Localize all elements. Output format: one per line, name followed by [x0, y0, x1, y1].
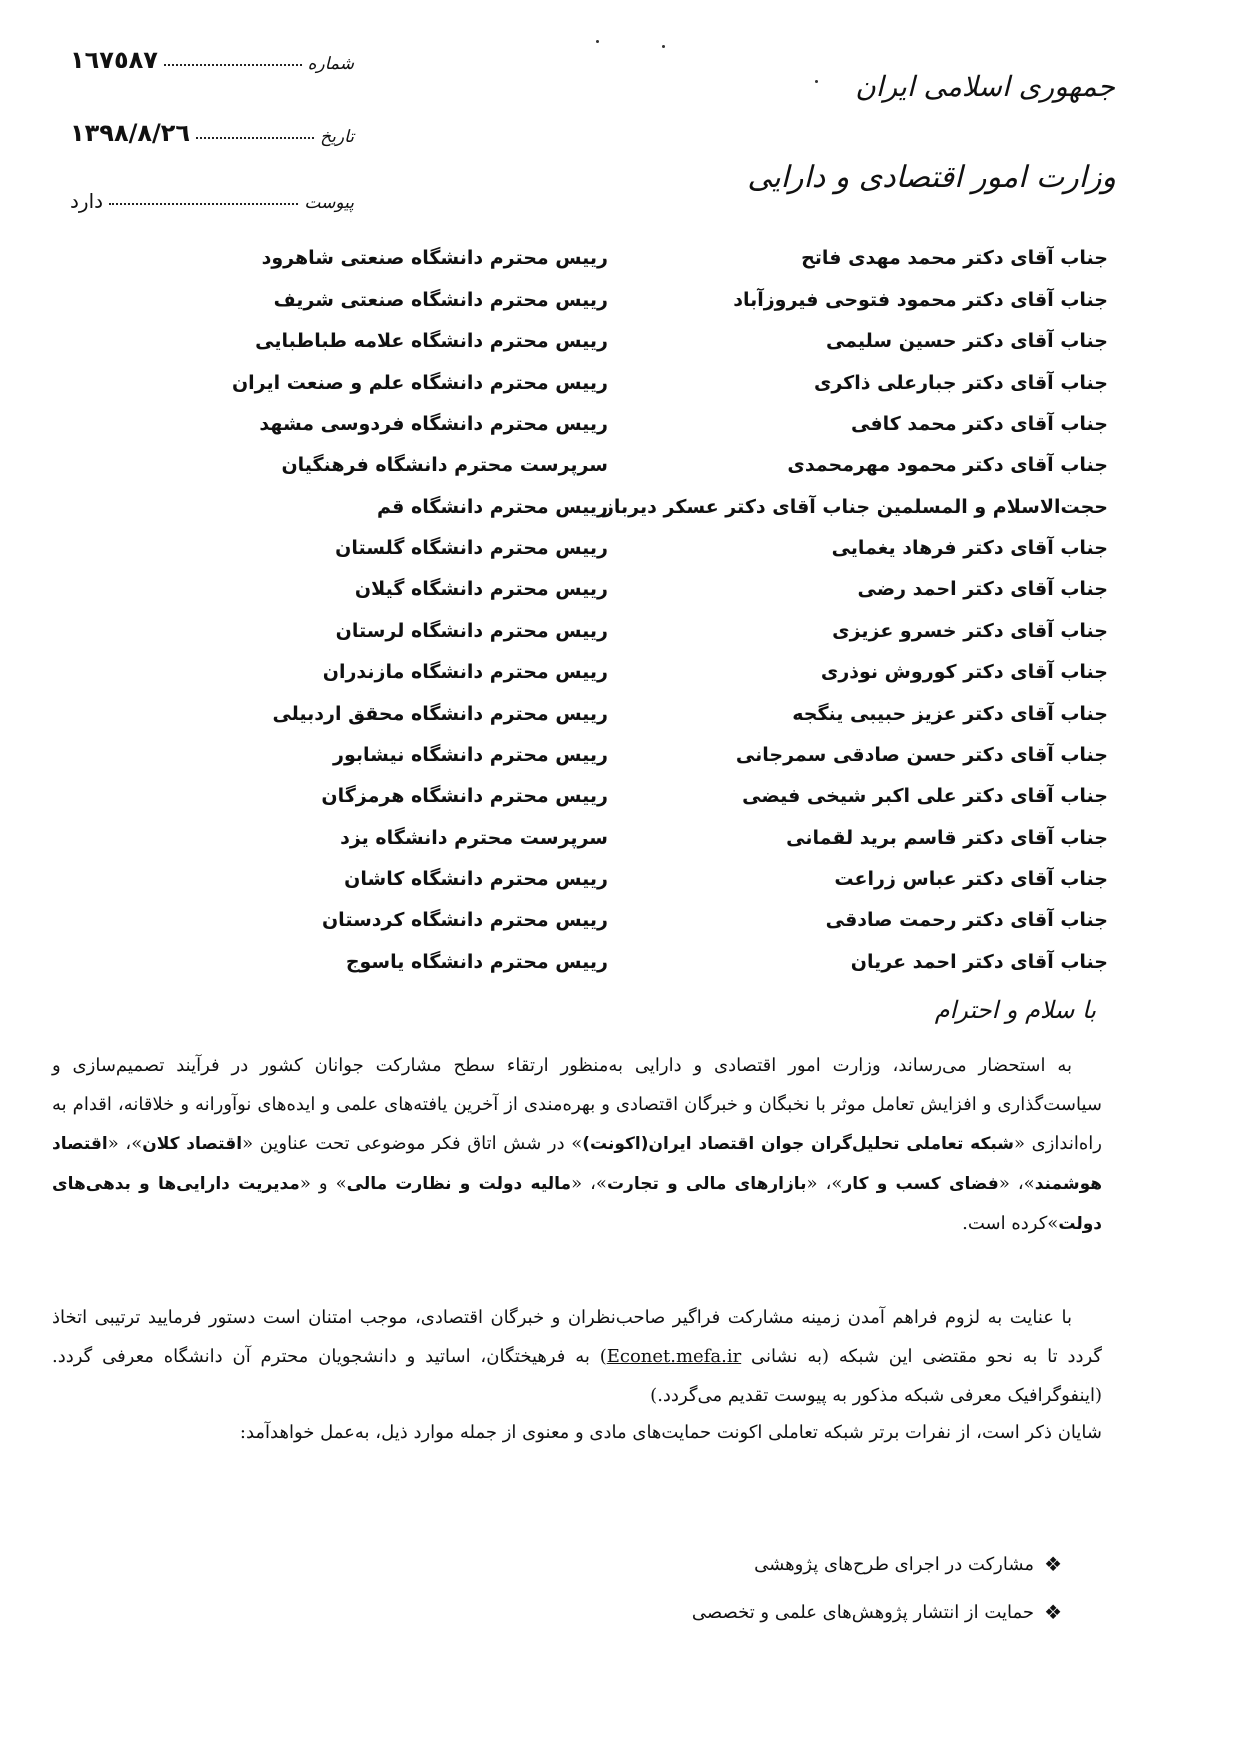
- think-tank-topic: فضای کسب و کار: [842, 1174, 999, 1194]
- body-paragraph-intro: [52, 1046, 1102, 1244]
- recipient-name: جناب آقای دکتر قاسم برید لقمانی: [786, 827, 1108, 849]
- recipient-title: رییس محترم دانشگاه کاشان: [344, 868, 608, 890]
- meta-attachment-dots: [109, 195, 298, 205]
- recipient-name: جناب آقای دکتر خسرو عزیزی: [832, 620, 1108, 642]
- recipient-name: جناب آقای دکتر عباس زراعت: [834, 868, 1108, 890]
- letterhead-ministry: وزارت امور اقتصادی و دارایی: [747, 160, 1116, 195]
- body-text-separator: » و «: [299, 1173, 347, 1194]
- recipient-title: رییس محترم دانشگاه نیشابور: [333, 744, 608, 766]
- recipient-name: جناب آقای دکتر محمد کافی: [850, 413, 1108, 435]
- list-item: [692, 1600, 1062, 1624]
- recipient-title: سرپرست محترم دانشگاه فرهنگیان: [281, 454, 608, 476]
- body-text-segment: به استحضار می‌رساند، وزارت امور اقتصادی و دارایی به‌منظور ارتقاء سطح مشارکت جوانان کشور در فرآیند تصمیم‌سازی و سیاست‌گذاری و افزایش تعامل موثر با نخبگان و خبرگان اقتصادی و بهره‌مندی از آخرین یافته‌های علمی و ایده‌های نوآورانه و خلاقانه، اقدام به راه‌اندازی «: [52, 1055, 1102, 1154]
- recipient-name: جناب آقای دکتر علی اکبر شیخی فیضی: [742, 785, 1108, 807]
- scan-speck: [596, 40, 599, 43]
- recipient-name: جناب آقای دکتر محمود مهرمحمدی: [787, 454, 1108, 476]
- think-tank-topic: اقتصاد کلان: [142, 1134, 243, 1154]
- four-diamond-bullet-icon: ❖: [1044, 1600, 1062, 1624]
- recipient-title: سرپرست محترم دانشگاه یزد: [340, 827, 608, 849]
- recipient-name: حجت‌الاسلام و المسلمین جناب آقای دکتر عسکر دیرباز: [602, 496, 1108, 518]
- letterhead-country: جمهوری اسلامی ایران: [855, 70, 1115, 103]
- recipient-name: جناب آقای دکتر محمد مهدی فاتح: [801, 247, 1108, 269]
- meta-number-dots: [164, 56, 302, 66]
- scan-speck: [662, 45, 665, 48]
- recipient-title: رییس محترم دانشگاه یاسوج: [345, 951, 608, 973]
- think-tank-topic: اقتصاد هوشمند: [52, 1134, 1103, 1194]
- meta-date-value: ١٣٩٨/٨/٢٦: [70, 119, 191, 147]
- body-text-segment: ) به فرهیختگان، اساتید و دانشجویان محترم آن دانشگاه معرفی گردد. (اینفوگرافیک معرفی شبکه مذکور به پیوست تقدیم می‌گردد.): [52, 1346, 1102, 1406]
- meta-date-dots: [196, 129, 314, 139]
- body-paragraph-request: [52, 1298, 1102, 1415]
- recipient-name: جناب آقای دکتر فرهاد یغمایی: [831, 537, 1108, 559]
- body-text-separator: »، «: [107, 1133, 143, 1154]
- recipient-title: رییس محترم دانشگاه مازندران: [322, 661, 608, 683]
- meta-attachment-value: دارد: [70, 189, 104, 213]
- recipient-name: جناب آقای دکتر عزیز حبیبی ینگجه: [792, 703, 1108, 725]
- list-item-text: حمایت از انتشار پژوهش‌های علمی و تخصصی: [691, 1601, 1035, 1623]
- meta-date-row: [70, 113, 354, 147]
- think-tank-topic: مالیه دولت و نظارت مالی: [346, 1174, 572, 1194]
- body-text-separator: »، «: [998, 1173, 1035, 1194]
- body-paragraph-support: شایان ذکر است، از نفرات برتر شبکه تعاملی اکونت حمایت‌های مادی و معنوی از جمله موارد ذیل، به‌عمل خواهد‌آمد:: [239, 1422, 1102, 1443]
- recipient-title: رییس محترم دانشگاه علامه طباطبایی: [255, 330, 608, 352]
- meta-number-label: شماره: [307, 54, 354, 74]
- econet-website-link[interactable]: Econet.mefa.ir: [606, 1346, 742, 1367]
- meta-attachment-label: پیوست: [304, 193, 354, 213]
- meta-number-row: [70, 40, 354, 74]
- think-tank-topic: مدیریت دارایی‌ها و بدهی‌های دولت: [52, 1174, 1102, 1234]
- recipient-title: رییس محترم دانشگاه فردوسی مشهد: [259, 413, 608, 435]
- body-text-segment: » در شش اتاق فکر موضوعی تحت عناوین «: [242, 1133, 583, 1154]
- scan-speck: [815, 80, 818, 83]
- recipient-name: جناب آقای دکتر احمد عریان: [850, 951, 1108, 973]
- meta-attachment-row: [70, 179, 354, 213]
- recipient-title: رییس محترم دانشگاه صنعتی شاهرود: [261, 247, 608, 269]
- body-text-segment: با عنایت به لزوم فراهم آمدن زمینه مشارکت فراگیر صاحب‌نظران و خبرگان اقتصادی، موجب امتنان است دستور فرمایید ترتیبی اتخاذ گردد تا به نحو مقتضی این شبکه (به نشانی: [52, 1307, 1102, 1367]
- recipient-name: جناب آقای دکتر حسن صادقی سمرجانی: [735, 744, 1108, 766]
- list-item-text: مشارکت در اجرای طرح‌های پژوهشی: [754, 1553, 1035, 1575]
- recipient-title: رییس محترم دانشگاه گلستان: [335, 537, 608, 559]
- recipient-name: جناب آقای دکتر رحمت صادقی: [825, 909, 1108, 931]
- body-text-separator: »، «: [571, 1173, 607, 1194]
- think-tank-topic: بازارهای مالی و تجارت: [606, 1174, 807, 1194]
- recipient-name: جناب آقای دکتر محمود فتوحی فیروزآباد: [733, 289, 1108, 311]
- meta-number-value: ١٦٧٥٨٧: [70, 46, 158, 74]
- recipient-name: جناب آقای دکتر جبارعلی ذاکری: [813, 372, 1108, 394]
- greeting: با سلام و احترام: [934, 996, 1096, 1024]
- body-text-segment: »کرده است.: [962, 1213, 1059, 1234]
- meta-date-label: تاریخ: [320, 127, 354, 147]
- recipient-title: رییس محترم دانشگاه علم و صنعت ایران: [231, 372, 608, 394]
- list-item: [754, 1552, 1062, 1576]
- four-diamond-bullet-icon: ❖: [1044, 1552, 1062, 1576]
- recipient-title: رییس محترم دانشگاه محقق اردبیلی: [272, 703, 608, 725]
- recipient-title: رییس محترم دانشگاه هرمزگان: [321, 785, 608, 807]
- recipient-name: جناب آقای دکتر کوروش نوذری: [820, 661, 1108, 683]
- recipient-title: رییس محترم دانشگاه کردستان: [321, 909, 608, 931]
- recipient-title: رییس محترم دانشگاه صنعتی شریف: [273, 289, 608, 311]
- body-text-separator: »، «: [806, 1173, 843, 1194]
- recipient-title: رییس محترم دانشگاه قم: [377, 496, 608, 518]
- recipient-title: رییس محترم دانشگاه گیلان: [354, 578, 608, 600]
- network-name: شبکه تعاملی تحلیل‌گران جوان اقتصاد ایران(اکونت): [582, 1134, 1014, 1154]
- recipient-name: جناب آقای دکتر حسین سلیمی: [825, 330, 1108, 352]
- recipient-name: جناب آقای دکتر احمد رضی: [857, 578, 1108, 600]
- recipient-title: رییس محترم دانشگاه لرستان: [335, 620, 608, 642]
